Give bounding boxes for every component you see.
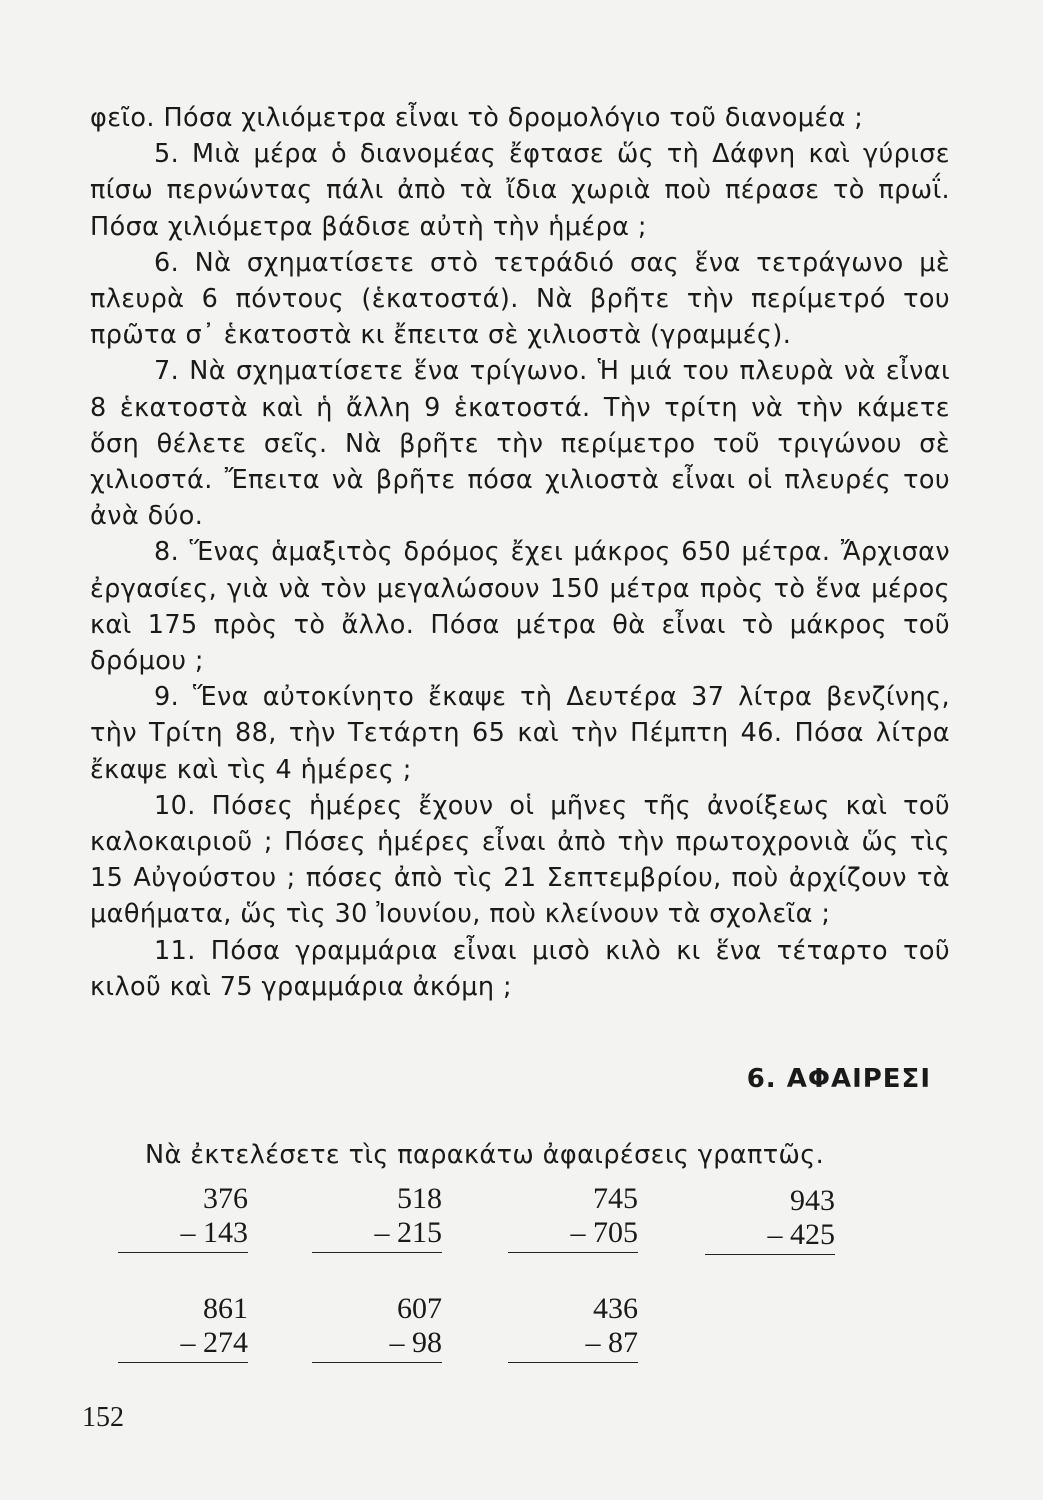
subtrahend: – 143 xyxy=(118,1216,248,1253)
instruction-text: Νὰ ἐκτελέσετε τὶς παρακάτω ἀφαιρέσεις γραπτῶς. xyxy=(145,1140,825,1170)
subtrahend: – 87 xyxy=(508,1326,638,1363)
subtraction-problem xyxy=(312,1182,442,1253)
subtraction-problem xyxy=(508,1182,638,1253)
minuend: 607 xyxy=(397,1292,442,1325)
subtraction-problem xyxy=(705,1184,835,1255)
exercise-11: 11. Πόσα γραμμάρια εἶναι μισὸ κιλὸ κι ἕνα τέταρτο τοῦ κιλοῦ καὶ 75 γραμμάρια ἀκόμη ; xyxy=(90,935,950,1002)
subtraction-problem xyxy=(118,1292,248,1363)
paragraph-continuation: φεῖο. Πόσα χιλιόμετρα εἶναι τὸ δρομολόγιο τοῦ διανομέα ; xyxy=(90,103,864,133)
exercise-8: 8. Ἕνας ἁμαξιτὸς δρόμος ἔχει μάκρος 650 μέτρα. Ἄρχισαν ἐργασίες, γιὰ νὰ τὸν μεγαλώσουν 150 μέτρα πρὸς τὸ ἕνα μέρος καὶ 175 πρὸς τὸ ἄλλο. Πόσα μέτρα θὰ εἶναι τὸ μάκρος τοῦ δρόμου ; xyxy=(90,537,950,677)
page-number: 152 xyxy=(82,1402,124,1433)
subtrahend: – 215 xyxy=(312,1216,442,1253)
subtraction-problem xyxy=(118,1182,248,1253)
exercise-10: 10. Πόσες ἡμέρες ἔχουν οἱ μῆνες τῆς ἀνοίξεως καὶ τοῦ καλοκαιριοῦ ; Πόσες ἡμέρες εἶναι ἀπὸ τὴν πρωτοχρονιὰ ὥς τὶς 15 Αὐγούστου ; πόσες ἀπὸ τὶς 21 Σεπτεμβρίου, ποὺ ἀρχίζουν τὰ μαθήματα, ὥς τὶς 30 Ἰουνίου, ποὺ κλείνουν τὰ σχολεῖα ; xyxy=(90,790,950,930)
subtraction-problem xyxy=(508,1292,638,1363)
minuend: 518 xyxy=(397,1182,442,1215)
minuend: 943 xyxy=(790,1184,835,1217)
subtraction-problem xyxy=(312,1292,442,1363)
exercise-6: 6. Νὰ σχηματίσετε στὸ τετράδιό σας ἕνα τετράγωνο μὲ πλευρὰ 6 πόντους (ἑκατοστά). Νὰ βρῆτε τὴν περίμετρό του πρῶτα σ᾽ ἑκατοστὰ κι ἔπειτα σὲ χιλιοστὰ (γραμμές). xyxy=(90,247,950,351)
minuend: 436 xyxy=(593,1292,638,1325)
subtrahend: – 274 xyxy=(118,1326,248,1363)
subtrahend: – 98 xyxy=(312,1326,442,1363)
subtrahend: – 425 xyxy=(705,1218,835,1255)
minuend: 745 xyxy=(593,1182,638,1215)
subtrahend: – 705 xyxy=(508,1216,638,1253)
exercise-7: 7. Νὰ σχηματίσετε ἕνα τρίγωνο. Ἡ μιά του πλευρὰ νὰ εἶναι 8 ἑκατοστὰ καὶ ἡ ἄλλη 9 ἑκατοστά. Τὴν τρίτη νὰ τὴν κάμετε ὅση θέλετε σεῖς. Νὰ βρῆτε τὴν περίμετρο τοῦ τριγώνου σὲ χιλιοστά. Ἔπειτα νὰ βρῆτε πόσα χιλιοστὰ εἶναι οἱ πλευρές του ἀνὰ δύο. xyxy=(90,356,950,532)
exercise-text xyxy=(90,100,950,1005)
minuend: 376 xyxy=(203,1182,248,1215)
exercise-5: 5. Μιὰ μέρα ὁ διανομέας ἔφτασε ὥς τὴ Δάφνη καὶ γύρισε πίσω περνώντας πάλι ἀπὸ τὰ ἴδια χωριὰ ποὺ πέρασε τὸ πρωΐ. Πόσα χιλιόμετρα βάδισε αὐτὴ τὴν ἡμέρα ; xyxy=(90,139,950,242)
minuend: 861 xyxy=(203,1292,248,1325)
exercise-9: 9. Ἕνα αὐτοκίνητο ἔκαψε τὴ Δευτέρα 37 λίτρα βενζίνης, τὴν Τρίτη 88, τὴν Τετάρτη 65 καὶ τὴν Πέμπτη 46. Πόσα λίτρα ἔκαψε καὶ τὶς 4 ἡμέρες ; xyxy=(90,682,950,785)
section-title: 6. ΑΦΑΙΡΕΣΙ xyxy=(746,1064,931,1094)
